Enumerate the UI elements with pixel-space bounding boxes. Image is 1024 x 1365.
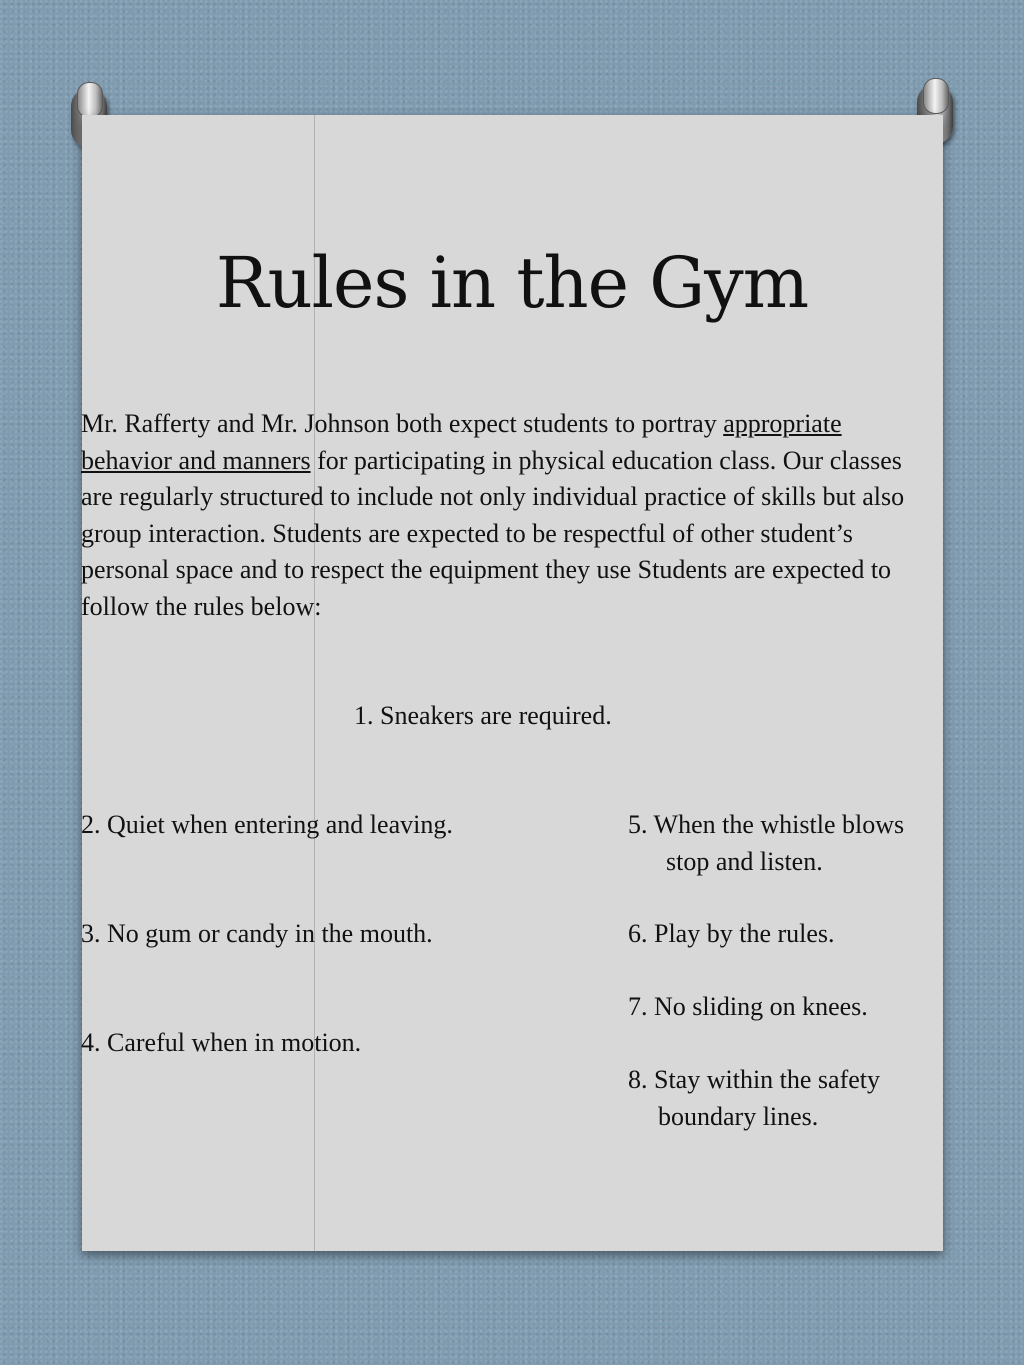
rule-1	[354, 698, 612, 735]
rule-7	[628, 989, 868, 1026]
intro-paragraph	[81, 406, 933, 625]
intro-underlined-phrase: appropriate behavior and manners	[81, 409, 842, 475]
rule-2	[81, 807, 453, 844]
intro-text-2: for participating in physical education class. Our classes are regularly structured to include not only individual practice of skills but also group interaction. Students are expected to be respectful of other student’s personal space and to respect the equipment they use Students are expected to follow the rules below:	[81, 445, 905, 621]
page-title: Rules in the Gym	[215, 242, 809, 324]
rule-6	[628, 916, 835, 953]
rule-8	[628, 1062, 880, 1135]
rule-4	[81, 1025, 361, 1062]
rule-6-text: 6. Play by the rules.	[628, 919, 835, 948]
rule-3-text: 3. No gum or candy in the mouth.	[81, 919, 433, 948]
rule-8-text: 8. Stay within the safety	[628, 1065, 881, 1094]
intro-text-1: Mr. Rafferty and Mr. Johnson both expect students to portray	[81, 409, 724, 438]
rule-5	[628, 807, 904, 880]
rule-4-text: 4. Careful when in motion.	[81, 1028, 362, 1057]
rule-7-text: 7. No sliding on knees.	[628, 992, 868, 1021]
rule-1-text: 1. Sneakers are required.	[354, 701, 612, 730]
rule-5-text: 5. When the whistle blows	[628, 810, 905, 839]
rule-5-continuation: stop and listen.	[666, 846, 823, 876]
rule-2-text: 2. Quiet when entering and leaving.	[81, 810, 453, 839]
rule-3	[81, 916, 433, 953]
rule-8-continuation: boundary lines.	[658, 1101, 819, 1131]
